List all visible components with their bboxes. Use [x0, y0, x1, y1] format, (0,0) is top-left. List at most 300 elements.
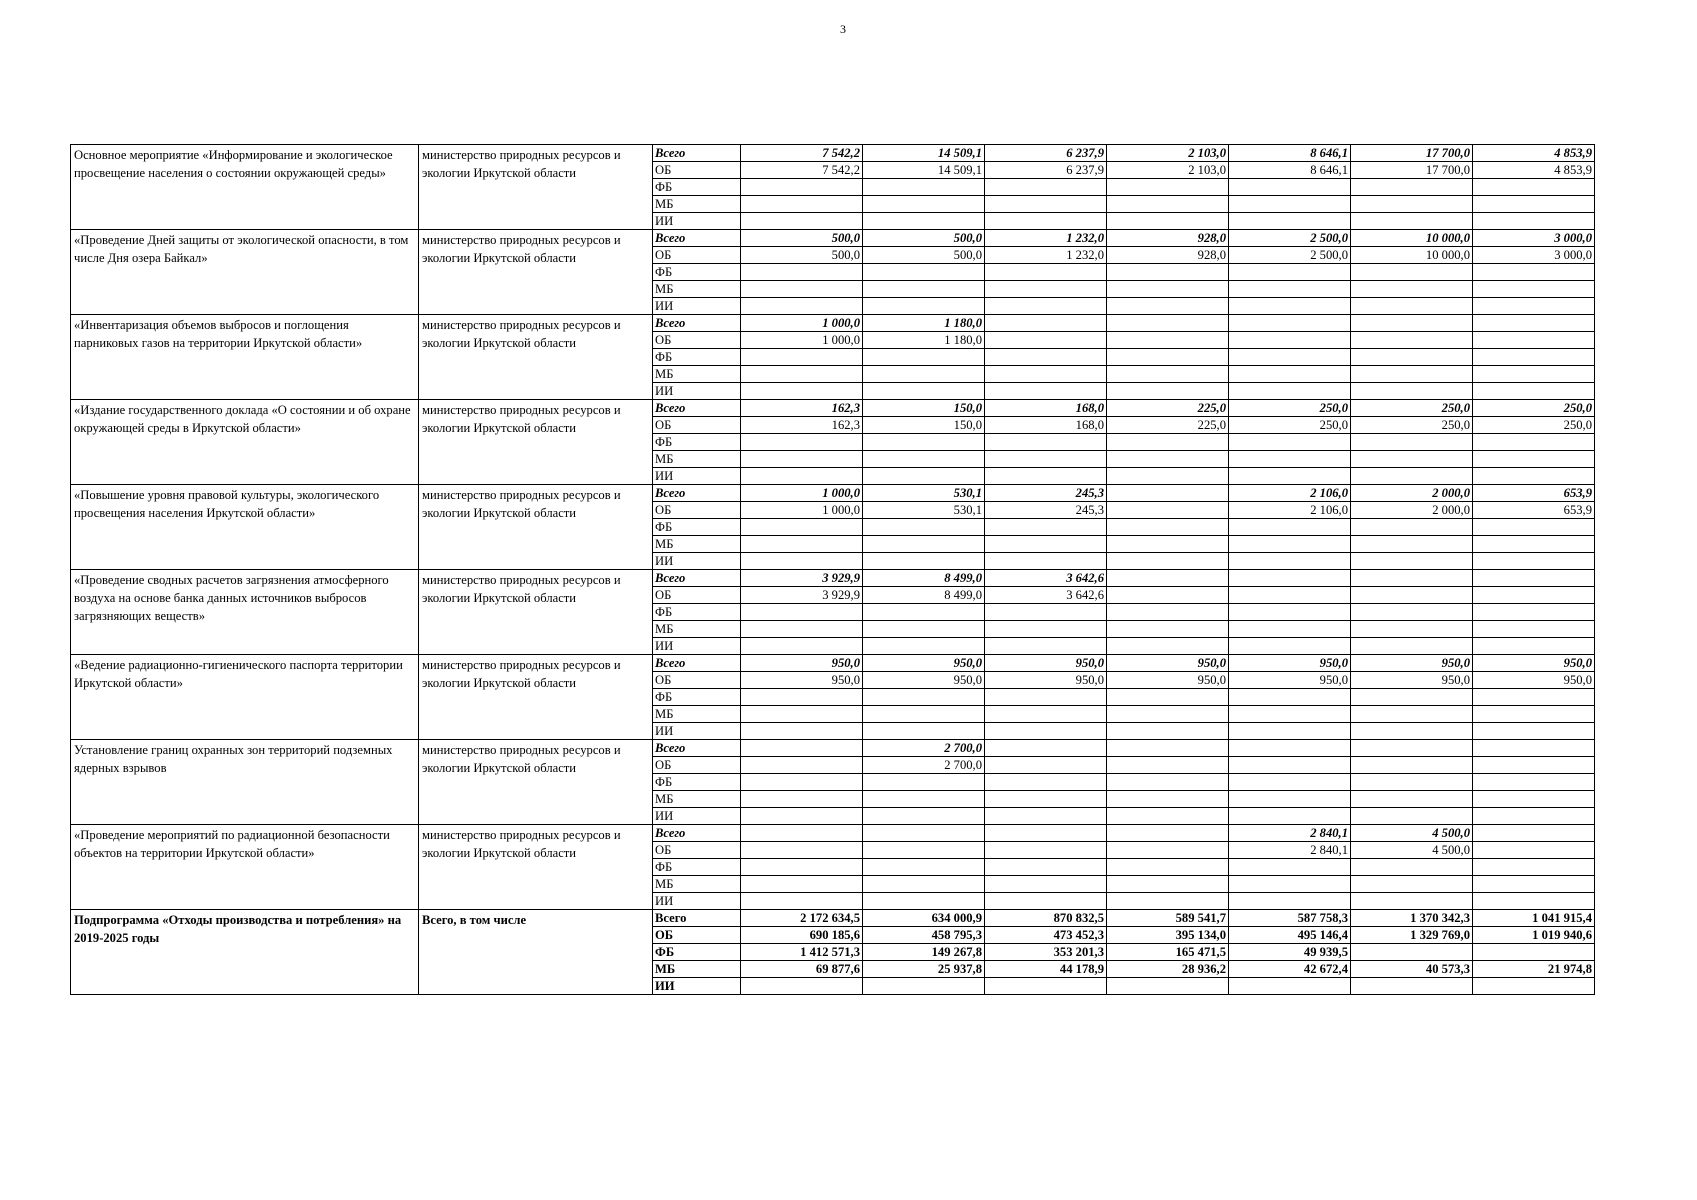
amount-cell: 8 646,1 — [1229, 145, 1351, 162]
amount-cell: 950,0 — [1351, 672, 1473, 689]
amount-cell — [1473, 825, 1595, 842]
table-row — [71, 230, 1595, 247]
funding-source: ФБ — [653, 264, 741, 281]
amount-cell — [1473, 604, 1595, 621]
amount-cell — [1107, 315, 1229, 332]
amount-cell: 250,0 — [1229, 400, 1351, 417]
amount-cell: 44 178,9 — [985, 961, 1107, 978]
amount-cell: 6 237,9 — [985, 162, 1107, 179]
funding-source: МБ — [653, 706, 741, 723]
amount-cell — [863, 519, 985, 536]
funding-source: МБ — [653, 961, 741, 978]
amount-cell — [1229, 536, 1351, 553]
amount-cell: 530,1 — [863, 502, 985, 519]
amount-cell — [1473, 740, 1595, 757]
amount-cell — [863, 553, 985, 570]
amount-cell: 950,0 — [741, 655, 863, 672]
funding-source: ФБ — [653, 859, 741, 876]
amount-cell — [1107, 604, 1229, 621]
amount-cell — [741, 893, 863, 910]
amount-cell — [741, 876, 863, 893]
amount-cell: 168,0 — [985, 417, 1107, 434]
amount-cell: 500,0 — [741, 247, 863, 264]
amount-cell — [985, 315, 1107, 332]
amount-cell: 530,1 — [863, 485, 985, 502]
amount-cell — [1351, 587, 1473, 604]
activity-name: Основное мероприятие «Информирование и экологическое просвещение населения о состоянии окружающей среды» — [71, 145, 419, 230]
table-row — [71, 400, 1595, 417]
amount-cell — [1351, 757, 1473, 774]
amount-cell: 69 877,6 — [741, 961, 863, 978]
executor: министерство природных ресурсов и экологии Иркутской области — [419, 825, 653, 910]
funding-source: Всего — [653, 315, 741, 332]
amount-cell — [741, 196, 863, 213]
amount-cell — [1351, 383, 1473, 400]
amount-cell — [1107, 842, 1229, 859]
activity-name: Подпрограмма «Отходы производства и потребления» на 2019-2025 годы — [71, 910, 419, 995]
funding-source: ИИ — [653, 213, 741, 230]
amount-cell — [1229, 451, 1351, 468]
amount-cell: 473 452,3 — [985, 927, 1107, 944]
amount-cell — [863, 536, 985, 553]
funding-source: МБ — [653, 451, 741, 468]
amount-cell — [1351, 859, 1473, 876]
activity-block — [71, 400, 1595, 485]
amount-cell: 1 180,0 — [863, 332, 985, 349]
amount-cell: 1 370 342,3 — [1351, 910, 1473, 927]
amount-cell: 162,3 — [741, 400, 863, 417]
amount-cell — [985, 876, 1107, 893]
funding-source: МБ — [653, 366, 741, 383]
amount-cell — [741, 468, 863, 485]
executor: министерство природных ресурсов и экологии Иркутской области — [419, 485, 653, 570]
amount-cell — [863, 366, 985, 383]
amount-cell — [1229, 298, 1351, 315]
amount-cell — [1473, 689, 1595, 706]
amount-cell — [1229, 621, 1351, 638]
amount-cell — [1229, 332, 1351, 349]
amount-cell — [863, 179, 985, 196]
amount-cell: 2 500,0 — [1229, 247, 1351, 264]
amount-cell — [1351, 621, 1473, 638]
amount-cell — [1229, 366, 1351, 383]
amount-cell: 690 185,6 — [741, 927, 863, 944]
budget-table — [70, 144, 1595, 995]
funding-source: МБ — [653, 536, 741, 553]
amount-cell — [863, 383, 985, 400]
activity-block — [71, 740, 1595, 825]
amount-cell — [985, 842, 1107, 859]
amount-cell: 17 700,0 — [1351, 145, 1473, 162]
amount-cell: 250,0 — [1351, 417, 1473, 434]
amount-cell: 14 509,1 — [863, 145, 985, 162]
amount-cell — [741, 604, 863, 621]
amount-cell: 4 500,0 — [1351, 825, 1473, 842]
amount-cell: 3 642,6 — [985, 570, 1107, 587]
funding-source: ИИ — [653, 298, 741, 315]
table-row — [71, 910, 1595, 927]
amount-cell — [1351, 570, 1473, 587]
amount-cell — [985, 604, 1107, 621]
table-row — [71, 145, 1595, 162]
amount-cell — [1351, 723, 1473, 740]
amount-cell: 3 000,0 — [1473, 230, 1595, 247]
activity-block — [71, 315, 1595, 400]
subprogram-block — [71, 910, 1595, 995]
amount-cell — [863, 621, 985, 638]
amount-cell: 950,0 — [985, 655, 1107, 672]
amount-cell — [1107, 774, 1229, 791]
amount-cell: 870 832,5 — [985, 910, 1107, 927]
amount-cell: 7 542,2 — [741, 145, 863, 162]
amount-cell: 7 542,2 — [741, 162, 863, 179]
amount-cell — [1229, 893, 1351, 910]
amount-cell: 2 840,1 — [1229, 825, 1351, 842]
amount-cell: 653,9 — [1473, 485, 1595, 502]
amount-cell — [1351, 468, 1473, 485]
amount-cell — [1351, 264, 1473, 281]
funding-source: ОБ — [653, 757, 741, 774]
funding-source: ИИ — [653, 553, 741, 570]
amount-cell — [1229, 978, 1351, 995]
amount-cell — [1473, 349, 1595, 366]
amount-cell — [863, 264, 985, 281]
amount-cell — [985, 859, 1107, 876]
amount-cell: 2 106,0 — [1229, 502, 1351, 519]
amount-cell — [985, 349, 1107, 366]
amount-cell — [1107, 876, 1229, 893]
amount-cell — [1351, 349, 1473, 366]
amount-cell: 150,0 — [863, 400, 985, 417]
amount-cell — [1473, 519, 1595, 536]
amount-cell — [863, 604, 985, 621]
amount-cell: 4 853,9 — [1473, 145, 1595, 162]
amount-cell — [985, 825, 1107, 842]
amount-cell — [1229, 876, 1351, 893]
amount-cell: 8 646,1 — [1229, 162, 1351, 179]
amount-cell: 28 936,2 — [1107, 961, 1229, 978]
activity-name: «Проведение сводных расчетов загрязнения атмосферного воздуха на основе банка данных источников выбросов загрязняющих веществ» — [71, 570, 419, 655]
amount-cell: 950,0 — [863, 655, 985, 672]
amount-cell — [1351, 944, 1473, 961]
amount-cell — [985, 196, 1107, 213]
table-row — [71, 655, 1595, 672]
amount-cell — [1351, 978, 1473, 995]
amount-cell — [863, 434, 985, 451]
amount-cell — [741, 706, 863, 723]
amount-cell — [1107, 434, 1229, 451]
funding-source: ФБ — [653, 519, 741, 536]
amount-cell — [1473, 638, 1595, 655]
amount-cell — [1351, 196, 1473, 213]
amount-cell — [1107, 553, 1229, 570]
amount-cell: 25 937,8 — [863, 961, 985, 978]
amount-cell — [741, 842, 863, 859]
amount-cell — [741, 689, 863, 706]
amount-cell — [863, 723, 985, 740]
amount-cell — [1229, 281, 1351, 298]
amount-cell — [985, 621, 1107, 638]
funding-source: ФБ — [653, 434, 741, 451]
amount-cell — [1351, 179, 1473, 196]
amount-cell — [1473, 808, 1595, 825]
amount-cell — [1229, 859, 1351, 876]
amount-cell — [1107, 485, 1229, 502]
amount-cell — [985, 978, 1107, 995]
activity-name: «Издание государственного доклада «О состоянии и об охране окружающей среды в Иркутской области» — [71, 400, 419, 485]
amount-cell — [1473, 570, 1595, 587]
amount-cell: 500,0 — [741, 230, 863, 247]
amount-cell — [741, 638, 863, 655]
amount-cell — [1473, 468, 1595, 485]
funding-source: Всего — [653, 655, 741, 672]
table-row — [71, 570, 1595, 587]
amount-cell: 1 232,0 — [985, 247, 1107, 264]
amount-cell — [1107, 825, 1229, 842]
amount-cell — [1107, 740, 1229, 757]
amount-cell — [1229, 434, 1351, 451]
amount-cell: 2 000,0 — [1351, 502, 1473, 519]
table-row — [71, 825, 1595, 842]
amount-cell — [985, 366, 1107, 383]
amount-cell — [1107, 383, 1229, 400]
amount-cell — [985, 264, 1107, 281]
amount-cell — [1229, 604, 1351, 621]
funding-source: МБ — [653, 281, 741, 298]
amount-cell: 1 019 940,6 — [1473, 927, 1595, 944]
amount-cell — [863, 349, 985, 366]
amount-cell — [985, 468, 1107, 485]
executor: министерство природных ресурсов и экологии Иркутской области — [419, 655, 653, 740]
amount-cell — [1473, 774, 1595, 791]
amount-cell — [1229, 519, 1351, 536]
amount-cell — [1473, 587, 1595, 604]
activity-block — [71, 655, 1595, 740]
table-row — [71, 315, 1595, 332]
amount-cell: 245,3 — [985, 485, 1107, 502]
amount-cell: 2 106,0 — [1229, 485, 1351, 502]
funding-source: ФБ — [653, 944, 741, 961]
amount-cell — [1107, 468, 1229, 485]
amount-cell: 162,3 — [741, 417, 863, 434]
activity-name: «Проведение Дней защиты от экологической опасности, в том числе Дня озера Байкал» — [71, 230, 419, 315]
amount-cell — [1107, 893, 1229, 910]
amount-cell — [863, 281, 985, 298]
amount-cell: 4 853,9 — [1473, 162, 1595, 179]
amount-cell — [985, 723, 1107, 740]
amount-cell: 225,0 — [1107, 400, 1229, 417]
amount-cell — [741, 349, 863, 366]
funding-source: ОБ — [653, 927, 741, 944]
amount-cell: 950,0 — [1107, 655, 1229, 672]
amount-cell — [1107, 757, 1229, 774]
amount-cell — [1229, 638, 1351, 655]
amount-cell: 950,0 — [1107, 672, 1229, 689]
activity-block — [71, 230, 1595, 315]
amount-cell — [1229, 774, 1351, 791]
amount-cell — [1229, 468, 1351, 485]
amount-cell — [1351, 791, 1473, 808]
amount-cell — [741, 723, 863, 740]
activity-block — [71, 570, 1595, 655]
amount-cell — [1107, 281, 1229, 298]
amount-cell — [1473, 298, 1595, 315]
funding-source: ИИ — [653, 468, 741, 485]
funding-source: ОБ — [653, 417, 741, 434]
amount-cell — [863, 808, 985, 825]
amount-cell — [1107, 621, 1229, 638]
activity-block — [71, 825, 1595, 910]
amount-cell — [1351, 740, 1473, 757]
amount-cell: 353 201,3 — [985, 944, 1107, 961]
amount-cell — [741, 978, 863, 995]
amount-cell — [985, 383, 1107, 400]
amount-cell — [1351, 281, 1473, 298]
amount-cell — [1351, 298, 1473, 315]
amount-cell — [985, 638, 1107, 655]
funding-source: ФБ — [653, 179, 741, 196]
amount-cell: 250,0 — [1229, 417, 1351, 434]
amount-cell — [863, 825, 985, 842]
amount-cell: 500,0 — [863, 247, 985, 264]
amount-cell — [1473, 621, 1595, 638]
amount-cell — [741, 774, 863, 791]
amount-cell — [1107, 298, 1229, 315]
amount-cell: 950,0 — [1229, 672, 1351, 689]
amount-cell: 2 700,0 — [863, 740, 985, 757]
amount-cell — [741, 179, 863, 196]
amount-cell — [1229, 706, 1351, 723]
amount-cell: 928,0 — [1107, 247, 1229, 264]
amount-cell — [741, 808, 863, 825]
amount-cell: 3 929,9 — [741, 570, 863, 587]
amount-cell: 634 000,9 — [863, 910, 985, 927]
amount-cell — [1107, 519, 1229, 536]
amount-cell — [1107, 570, 1229, 587]
amount-cell — [985, 434, 1107, 451]
amount-cell — [741, 536, 863, 553]
amount-cell — [1107, 689, 1229, 706]
amount-cell — [1351, 315, 1473, 332]
amount-cell — [1229, 315, 1351, 332]
amount-cell — [1229, 349, 1351, 366]
amount-cell — [863, 876, 985, 893]
amount-cell — [1473, 281, 1595, 298]
funding-source: Всего — [653, 825, 741, 842]
amount-cell: 950,0 — [1473, 672, 1595, 689]
amount-cell — [863, 706, 985, 723]
funding-source: ИИ — [653, 808, 741, 825]
amount-cell — [1473, 536, 1595, 553]
amount-cell — [1229, 689, 1351, 706]
amount-cell — [1473, 264, 1595, 281]
amount-cell — [1473, 791, 1595, 808]
amount-cell — [1351, 213, 1473, 230]
activity-name: «Повышение уровня правовой культуры, экологического просвещения населения Иркутской области» — [71, 485, 419, 570]
amount-cell — [1107, 264, 1229, 281]
amount-cell: 3 642,6 — [985, 587, 1107, 604]
executor: министерство природных ресурсов и экологии Иркутской области — [419, 400, 653, 485]
amount-cell: 165 471,5 — [1107, 944, 1229, 961]
funding-source: ИИ — [653, 978, 741, 995]
amount-cell — [1229, 791, 1351, 808]
executor: министерство природных ресурсов и экологии Иркутской области — [419, 145, 653, 230]
amount-cell: 1 041 915,4 — [1473, 910, 1595, 927]
amount-cell — [741, 825, 863, 842]
amount-cell — [985, 536, 1107, 553]
amount-cell — [863, 859, 985, 876]
amount-cell — [741, 366, 863, 383]
amount-cell: 2 172 634,5 — [741, 910, 863, 927]
amount-cell — [1473, 315, 1595, 332]
amount-cell: 225,0 — [1107, 417, 1229, 434]
amount-cell — [741, 757, 863, 774]
activity-name: «Инвентаризация объемов выбросов и поглощения парниковых газов на территории Иркутской области» — [71, 315, 419, 400]
amount-cell: 3 929,9 — [741, 587, 863, 604]
amount-cell — [1473, 978, 1595, 995]
funding-source: ФБ — [653, 349, 741, 366]
activity-name: «Ведение радиационно-гигиенического паспорта территории Иркутской области» — [71, 655, 419, 740]
amount-cell — [1351, 774, 1473, 791]
amount-cell: 950,0 — [741, 672, 863, 689]
amount-cell — [1107, 808, 1229, 825]
amount-cell — [863, 468, 985, 485]
amount-cell — [1229, 264, 1351, 281]
amount-cell: 589 541,7 — [1107, 910, 1229, 927]
amount-cell — [741, 519, 863, 536]
amount-cell — [1107, 366, 1229, 383]
executor: министерство природных ресурсов и экологии Иркутской области — [419, 570, 653, 655]
amount-cell — [1107, 723, 1229, 740]
amount-cell — [741, 621, 863, 638]
amount-cell — [1473, 434, 1595, 451]
amount-cell — [1229, 723, 1351, 740]
amount-cell: 928,0 — [1107, 230, 1229, 247]
amount-cell — [1107, 502, 1229, 519]
amount-cell — [985, 451, 1107, 468]
amount-cell — [1351, 434, 1473, 451]
amount-cell: 40 573,3 — [1351, 961, 1473, 978]
funding-source: Всего — [653, 910, 741, 927]
amount-cell — [1229, 587, 1351, 604]
amount-cell — [863, 638, 985, 655]
amount-cell — [1351, 893, 1473, 910]
amount-cell: 1 329 769,0 — [1351, 927, 1473, 944]
amount-cell: 2 500,0 — [1229, 230, 1351, 247]
amount-cell: 1 232,0 — [985, 230, 1107, 247]
funding-source: ОБ — [653, 842, 741, 859]
amount-cell: 950,0 — [1473, 655, 1595, 672]
activity-block — [71, 145, 1595, 230]
activity-name: Установление границ охранных зон территорий подземных ядерных взрывов — [71, 740, 419, 825]
amount-cell — [741, 859, 863, 876]
amount-cell: 149 267,8 — [863, 944, 985, 961]
amount-cell — [741, 434, 863, 451]
funding-source: МБ — [653, 621, 741, 638]
amount-cell — [863, 451, 985, 468]
amount-cell: 8 499,0 — [863, 570, 985, 587]
amount-cell: 395 134,0 — [1107, 927, 1229, 944]
amount-cell — [863, 689, 985, 706]
amount-cell: 250,0 — [1473, 417, 1595, 434]
amount-cell — [1473, 196, 1595, 213]
amount-cell — [985, 213, 1107, 230]
funding-source: Всего — [653, 230, 741, 247]
amount-cell — [1229, 196, 1351, 213]
amount-cell — [985, 689, 1107, 706]
amount-cell — [1351, 451, 1473, 468]
amount-cell — [1107, 587, 1229, 604]
